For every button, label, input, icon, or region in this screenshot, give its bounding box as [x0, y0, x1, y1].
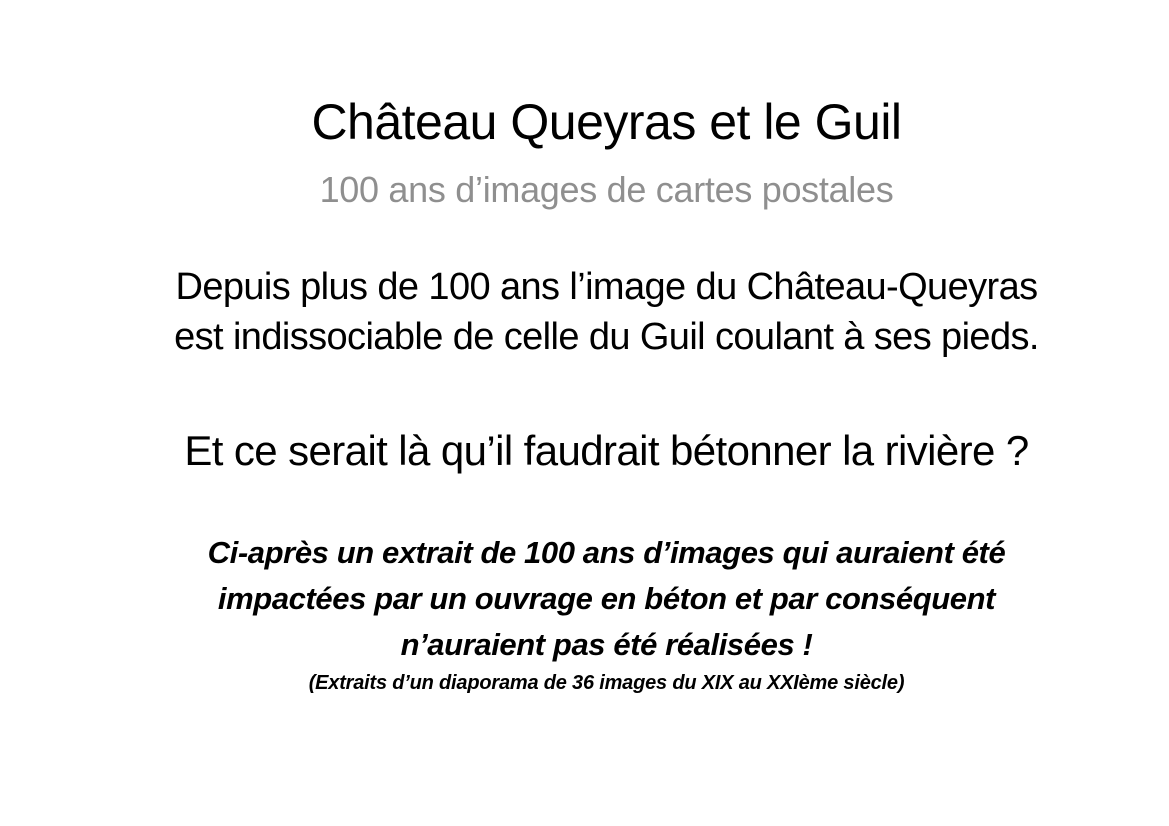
note-line-3: n’auraient pas été réalisées !: [400, 627, 813, 662]
note-line-1: Ci-après un extrait de 100 ans d’images qui auraient été: [207, 535, 1006, 570]
footnote-line: (Extraits d’un diaporama de 36 images du XIX au XXIème siècle): [308, 672, 905, 694]
intro-line-2: est indissociable de celle du Guil coulant à ses pieds.: [174, 316, 1039, 358]
note-line-2: impactées par un ouvrage en béton et par conséquent: [217, 581, 996, 616]
intro-line-1: Depuis plus de 100 ans l’image du Château-Queyras: [175, 266, 1038, 308]
intro-paragraph: [44, 262, 1169, 362]
note-paragraph: [44, 530, 1169, 668]
slide-subtitle: 100 ans d’images de cartes postales: [319, 169, 894, 210]
slide-title: Château Queyras et le Guil: [311, 94, 902, 150]
question-line: Et ce serait là qu’il faudrait bétonner la rivière ?: [184, 427, 1029, 474]
